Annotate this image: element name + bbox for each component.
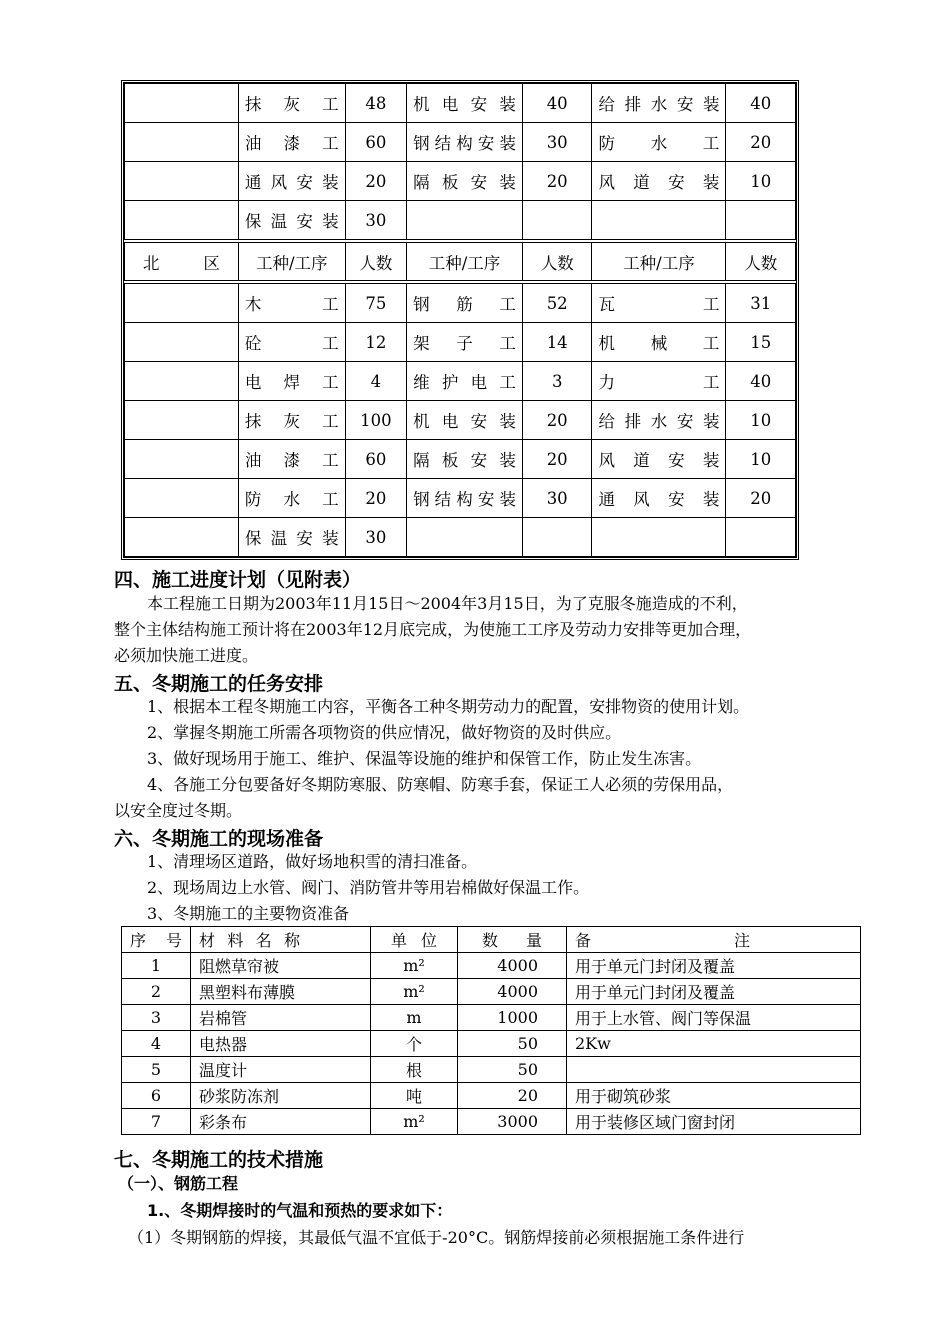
labor-row [125, 162, 796, 201]
trade-cell: 通 风 安 装 [592, 479, 726, 518]
note-cell [567, 1057, 861, 1083]
headcount-cell: 20 [345, 162, 406, 201]
trade-cell: 保 温 安 装 [238, 518, 345, 557]
quantity-cell: 50 [458, 1057, 567, 1083]
column-header: 工种/工序 [238, 241, 345, 282]
trade-cell: 机 电 安 装 [407, 401, 523, 440]
index-cell: 7 [122, 1109, 191, 1135]
headcount-cell: 3 [522, 362, 592, 401]
trade-cell [407, 518, 523, 557]
labor-row [125, 201, 796, 242]
headcount-cell: 20 [522, 401, 592, 440]
index-cell: 2 [122, 979, 191, 1005]
headcount-cell: 40 [726, 362, 796, 401]
headcount-cell [522, 201, 592, 242]
index-cell: 3 [122, 1005, 191, 1031]
trade-cell: 隔 板 安 装 [407, 162, 523, 201]
trade-cell: 钢结构安装 [407, 479, 523, 518]
column-header: 单位 [371, 927, 458, 953]
headcount-cell: 30 [345, 518, 406, 557]
column-header: 人数 [345, 241, 406, 282]
headcount-cell: 10 [726, 440, 796, 479]
materials-row [122, 1031, 861, 1057]
trade-cell: 木工 [238, 282, 345, 323]
region-cell [125, 479, 239, 518]
material-name-cell: 黑塑料布薄膜 [191, 979, 371, 1005]
text-line: 4、各施工分包要备好冬期防寒服、防寒帽、防寒手套，保证工人必须的劳保用品， [147, 775, 734, 794]
column-header: 人数 [726, 241, 796, 282]
section-heading: 四、施工进度计划（见附表） [114, 569, 362, 591]
headcount-cell: 12 [345, 323, 406, 362]
text-line: 2、掌握冬期施工所需各项物资的供应情况，做好物资的及时供应。 [147, 723, 622, 742]
unit-cell: m² [371, 953, 458, 979]
paragraph [114, 849, 874, 927]
trade-cell: 给排水安装 [592, 401, 726, 440]
trade-cell: 架 子 工 [407, 323, 523, 362]
headcount-cell: 60 [345, 123, 406, 162]
labor-row [125, 479, 796, 518]
unit-cell: 吨 [371, 1083, 458, 1109]
material-name-cell: 电热器 [191, 1031, 371, 1057]
materials-header-row [122, 927, 861, 953]
note-cell: 用于上水管、阀门等保温 [567, 1005, 861, 1031]
trade-cell: 油 漆 工 [238, 123, 345, 162]
labor-row [125, 440, 796, 479]
labor-row [125, 401, 796, 440]
region-cell [125, 518, 239, 557]
note-cell: 用于单元门封闭及覆盖 [567, 953, 861, 979]
labor-row [125, 323, 796, 362]
headcount-cell: 20 [522, 162, 592, 201]
trade-cell: 砼工 [238, 323, 345, 362]
column-header: 序号 [122, 927, 191, 953]
headcount-cell: 48 [345, 84, 406, 123]
headcount-cell: 40 [522, 84, 592, 123]
region-label: 北区 [125, 241, 239, 282]
paragraph [114, 694, 874, 824]
index-cell: 1 [122, 953, 191, 979]
region-cell [125, 362, 239, 401]
trade-cell: 油 漆 工 [238, 440, 345, 479]
headcount-cell [726, 201, 796, 242]
unit-cell: 根 [371, 1057, 458, 1083]
section-heading: 五、冬期施工的任务安排 [114, 673, 324, 695]
headcount-cell: 4 [345, 362, 406, 401]
trade-cell: 电 焊 工 [238, 362, 345, 401]
labor-row [125, 123, 796, 162]
trade-cell: 瓦工 [592, 282, 726, 323]
unit-cell: m² [371, 1109, 458, 1135]
section-heading: 六、冬期施工的现场准备 [114, 828, 324, 850]
text-line: 本工程施工日期为2003年11月15日～2004年3月15日，为了克服冬施造成的不利， [147, 594, 748, 613]
index-cell: 5 [122, 1057, 191, 1083]
region-cell [125, 323, 239, 362]
headcount-cell: 20 [345, 479, 406, 518]
trade-cell [592, 518, 726, 557]
trade-cell [592, 201, 726, 242]
trade-cell: 抹 灰 工 [238, 401, 345, 440]
region-cell [125, 162, 239, 201]
quantity-cell: 3000 [458, 1109, 567, 1135]
column-header: 人数 [522, 241, 592, 282]
headcount-cell [522, 518, 592, 557]
trade-cell: 通 风 安 装 [238, 162, 345, 201]
region-cell [125, 123, 239, 162]
quantity-cell: 20 [458, 1083, 567, 1109]
material-name-cell: 温度计 [191, 1057, 371, 1083]
trade-cell: 风 道 安 装 [592, 440, 726, 479]
column-header: 工种/工序 [592, 241, 726, 282]
headcount-cell: 30 [522, 479, 592, 518]
labor-row [125, 282, 796, 323]
headcount-cell: 14 [522, 323, 592, 362]
materials-row [122, 1057, 861, 1083]
text-line: 2、现场周边上水管、阀门、消防管井等用岩棉做好保温工作。 [147, 878, 590, 897]
index-cell: 4 [122, 1031, 191, 1057]
subsection-heading: （一）、钢筋工程 [118, 1174, 239, 1193]
unit-cell: m² [371, 979, 458, 1005]
materials-table [121, 926, 861, 1135]
labor-row [125, 84, 796, 123]
region-cell [125, 440, 239, 479]
text-line: 1、根据本工程冬期施工内容，平衡各工种冬期劳动力的配置，安排物资的使用计划。 [147, 697, 750, 716]
material-name-cell: 彩条布 [191, 1109, 371, 1135]
labor-row [125, 518, 796, 557]
text-line: （1）冬期钢筋的焊接，其最低气温不宜低于-20°C。钢筋焊接前必须根据施工条件进行 [128, 1228, 745, 1247]
region-cell [125, 84, 239, 123]
unit-cell: 个 [371, 1031, 458, 1057]
quantity-cell: 50 [458, 1031, 567, 1057]
trade-cell: 机 电 安 装 [407, 84, 523, 123]
trade-cell [407, 201, 523, 242]
headcount-cell: 60 [345, 440, 406, 479]
quantity-cell: 4000 [458, 953, 567, 979]
headcount-cell: 52 [522, 282, 592, 323]
headcount-cell: 31 [726, 282, 796, 323]
material-name-cell: 阻燃草帘被 [191, 953, 371, 979]
note-cell: 用于装修区域门窗封闭 [567, 1109, 861, 1135]
headcount-cell: 10 [726, 162, 796, 201]
text-line: 以安全度过冬期。 [114, 801, 243, 820]
section-heading: 七、冬期施工的技术措施 [114, 1149, 324, 1171]
trade-cell: 抹 灰 工 [238, 84, 345, 123]
headcount-cell: 75 [345, 282, 406, 323]
column-header: 备注 [567, 927, 861, 953]
column-header: 工种/工序 [407, 241, 523, 282]
text-line: 1、清理场区道路，做好场地积雪的清扫准备。 [147, 852, 478, 871]
region-cell [125, 401, 239, 440]
trade-cell: 隔 板 安 装 [407, 440, 523, 479]
materials-row [122, 1083, 861, 1109]
trade-cell: 维 护 电 工 [407, 362, 523, 401]
trade-cell: 风 道 安 装 [592, 162, 726, 201]
region-cell [125, 282, 239, 323]
materials-row [122, 1005, 861, 1031]
headcount-cell [726, 518, 796, 557]
materials-row [122, 1109, 861, 1135]
materials-row [122, 979, 861, 1005]
trade-cell: 钢结构安装 [407, 123, 523, 162]
text-line: 必须加快施工进度。 [114, 646, 259, 665]
headcount-cell: 30 [345, 201, 406, 242]
note-cell: 2Kw [567, 1031, 861, 1057]
trade-cell: 防 水 工 [592, 123, 726, 162]
headcount-cell: 30 [522, 123, 592, 162]
headcount-cell: 15 [726, 323, 796, 362]
unit-cell: m [371, 1005, 458, 1031]
labor-allocation-table [121, 80, 799, 560]
text-line: 3、冬期施工的主要物资准备 [147, 904, 350, 923]
index-cell: 6 [122, 1083, 191, 1109]
headcount-cell: 20 [726, 479, 796, 518]
trade-cell: 防 水 工 [238, 479, 345, 518]
material-name-cell: 砂浆防冻剂 [191, 1083, 371, 1109]
note-cell: 用于砌筑砂浆 [567, 1083, 861, 1109]
labor-header-row [125, 241, 796, 282]
trade-cell: 保 温 安 装 [238, 201, 345, 242]
text-line: 3、做好现场用于施工、维护、保温等设施的维护和保管工作，防止发生冻害。 [147, 749, 702, 768]
paragraph [114, 591, 874, 669]
trade-cell: 钢 筋 工 [407, 282, 523, 323]
labor-row [125, 362, 796, 401]
material-name-cell: 岩棉管 [191, 1005, 371, 1031]
headcount-cell: 10 [726, 401, 796, 440]
trade-cell: 给排水安装 [592, 84, 726, 123]
materials-row [122, 953, 861, 979]
quantity-cell: 4000 [458, 979, 567, 1005]
headcount-cell: 40 [726, 84, 796, 123]
quantity-cell: 1000 [458, 1005, 567, 1031]
trade-cell: 机 械 工 [592, 323, 726, 362]
headcount-cell: 20 [522, 440, 592, 479]
note-cell: 用于单元门封闭及覆盖 [567, 979, 861, 1005]
column-header: 材料名称 [191, 927, 371, 953]
region-cell [125, 201, 239, 242]
headcount-cell: 100 [345, 401, 406, 440]
headcount-cell: 20 [726, 123, 796, 162]
text-line: 整个主体结构施工预计将在2003年12月底完成，为使施工工序及劳动力安排等更加合理， [114, 620, 752, 639]
trade-cell: 力工 [592, 362, 726, 401]
subsection-heading: 1.、冬期焊接时的气温和预热的要求如下： [147, 1201, 453, 1220]
column-header: 数量 [458, 927, 567, 953]
